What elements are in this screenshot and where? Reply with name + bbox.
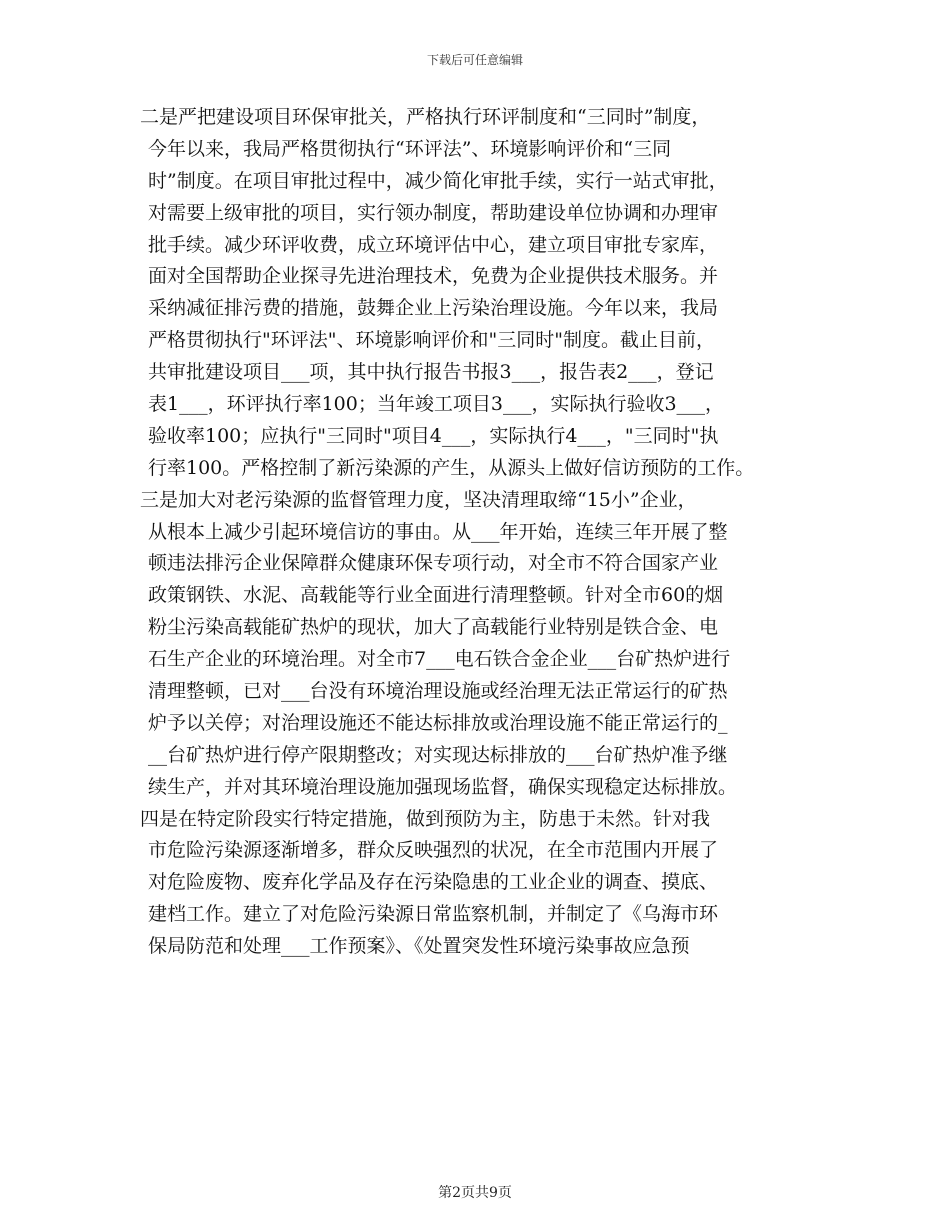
- text-line: 对需要上级审批的项目，实行领办制度，帮助建设单位协调和办理审: [148, 201, 719, 224]
- text-line: 今年以来，我局严格贯彻执行“环评法”、环境影响评价和“三同: [148, 137, 672, 160]
- text-line: 对危险废物、废弃化学品及存在污染隐患的工业企业的调查、摸底、: [148, 871, 719, 894]
- text-line: 严格贯彻执行"环评法"、环境影响评价和"三同时"制度。截止目前，: [148, 329, 715, 352]
- text-line: 行率100。严格控制了新污染源的产生，从源头上做好信访预防的工作。: [148, 456, 755, 479]
- text-line: 验收率100；应执行"三同时"项目4___，实际执行4___，"三同时"执: [148, 424, 719, 447]
- text-line: 粉尘污染高载能矿热炉的现状，加大了高载能行业特别是铁合金、电: [148, 616, 719, 639]
- text-line: 炉予以关停；对治理设施还不能达标排放或治理设施不能正常运行的_: [148, 711, 728, 734]
- text-line: 二是严把建设项目环保审批关，严格执行环评制度和“三同时”制度，: [140, 106, 711, 128]
- text-line: 保局防范和处理___工作预案》、《处置突发性环境污染事故应急预: [148, 935, 690, 958]
- text-line: 石生产企业的环境治理。对全市7___电石铁合金企业___台矿热炉进行: [148, 648, 731, 671]
- text-line: 四是在特定阶段实行特定措施，做到预防为主，防患于未然。针对我: [140, 807, 711, 830]
- page-header: 下载后可任意编辑: [426, 53, 523, 67]
- document-body: [140, 102, 830, 963]
- text-line: 清理整顿，已对___台没有环境治理设施或经治理无法正常运行的矿热: [148, 680, 728, 703]
- text-line: 面对全国帮助企业探寻先进治理技术，免费为企业提供技术服务。并: [148, 265, 719, 288]
- text-line: 三是加大对老污染源的监督管理力度，坚决清理取缔“15小”企业，: [140, 488, 697, 511]
- text-line: 批手续。减少环评收费，成立环境评估中心，建立项目审批专家库，: [148, 233, 719, 256]
- page-footer: 第2页共9页: [438, 1185, 512, 1201]
- text-line: 建档工作。建立了对危险污染源日常监察机制，并制定了《乌海市环: [148, 903, 719, 926]
- text-line: 从根本上减少引起环境信访的事由。从___年开始，连续三年开展了整: [148, 520, 728, 543]
- text-line: 续生产，并对其环境治理设施加强现场监督，确保实现稳定达标排放。: [148, 775, 738, 798]
- text-line: 顿违法排污企业保障群众健康环保专项行动，对全市不符合国家产业: [148, 552, 719, 575]
- text-line: 市危险污染源逐渐增多，群众反映强烈的状况，在全市范围内开展了: [148, 839, 719, 862]
- text-line: 采纳减征排污费的措施，鼓舞企业上污染治理设施。今年以来，我局: [148, 297, 719, 320]
- text-line: 表1___，环评执行率100；当年竣工项目3___，实际执行验收3___，: [148, 393, 725, 416]
- text-line: 共审批建设项目___项，其中执行报告书报3___，报告表2___，登记: [148, 361, 714, 384]
- text-line: 政策钢铁、水泥、高载能等行业全面进行清理整顿。针对全市60的烟: [148, 584, 724, 607]
- text-line: __台矿热炉进行停产限期整改；对实现达标排放的___台矿热炉准予继: [148, 743, 728, 766]
- text-line: 时”制度。在项目审批过程中，减少简化审批手续，实行一站式审批，: [148, 169, 728, 192]
